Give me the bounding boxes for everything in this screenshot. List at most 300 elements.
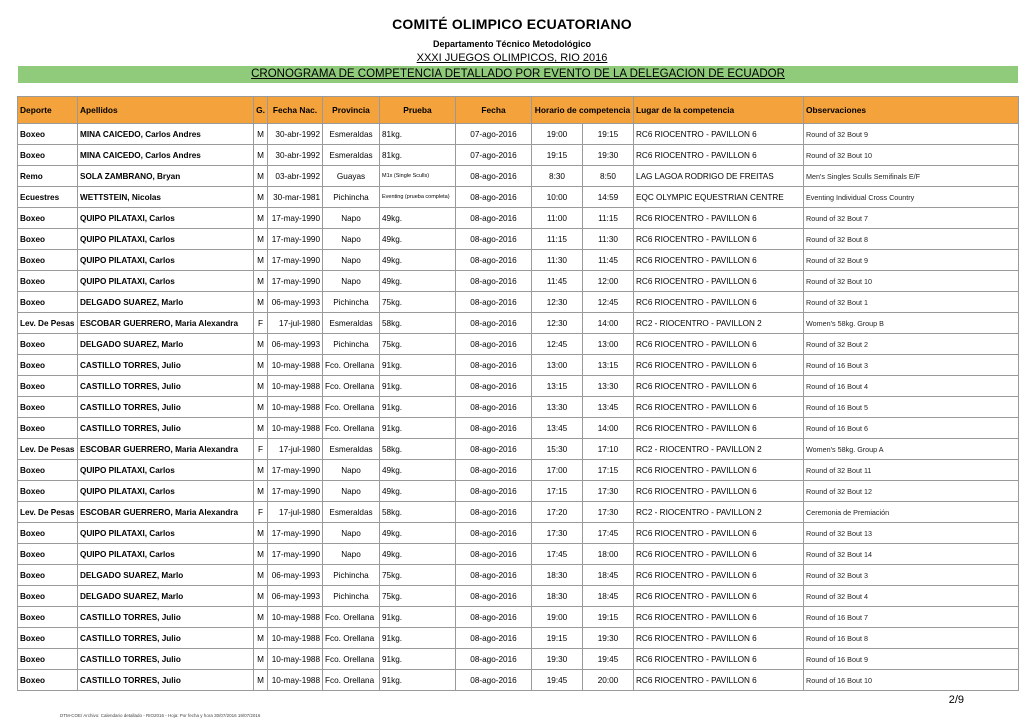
cell-deporte: Boxeo [18,355,78,376]
cell-deporte: Boxeo [18,145,78,166]
cell-prueba: 91kg. [380,418,456,439]
cell-observaciones: Men's Singles Sculls Semifinals E/F [804,166,1019,187]
cell-deporte: Ecuestres [18,187,78,208]
cell-lugar: RC6 RIOCENTRO - PAVILLON 6 [634,124,804,145]
cell-genero: M [254,208,268,229]
cell-apellidos: DELGADO SUAREZ, Marlo [78,565,254,586]
cell-apellidos: QUIPO PILATAXI, Carlos [78,460,254,481]
cell-lugar: RC6 RIOCENTRO - PAVILLON 6 [634,523,804,544]
cell-hora-inicio: 12:30 [532,313,583,334]
cell-apellidos: QUIPO PILATAXI, Carlos [78,208,254,229]
cell-hora-fin: 19:15 [583,124,634,145]
cell-deporte: Lev. De Pesas [18,502,78,523]
cell-apellidos: CASTILLO TORRES, Julio [78,628,254,649]
cell-genero: M [254,544,268,565]
cell-observaciones: Women's 58kg. Group B [804,313,1019,334]
cell-fecha: 08-ago-2016 [456,166,532,187]
cell-hora-fin: 13:30 [583,376,634,397]
cell-genero: M [254,166,268,187]
cell-fecha-nac: 17-jul-1980 [268,313,323,334]
cell-prueba: 75kg. [380,292,456,313]
table-row [18,292,1019,313]
cell-hora-fin: 19:15 [583,607,634,628]
cell-apellidos: WETTSTEIN, Nicolas [78,187,254,208]
cell-prueba: 91kg. [380,355,456,376]
cell-prueba: 49kg. [380,229,456,250]
cell-fecha: 08-ago-2016 [456,502,532,523]
cell-prueba: 49kg. [380,523,456,544]
cell-apellidos: QUIPO PILATAXI, Carlos [78,523,254,544]
cell-deporte: Boxeo [18,229,78,250]
cell-provincia: Fco. Orellana [323,607,380,628]
cell-hora-fin: 11:45 [583,250,634,271]
cell-fecha-nac: 17-may-1990 [268,523,323,544]
cell-prueba: 58kg. [380,313,456,334]
col-observaciones: Observaciones [804,97,1019,124]
col-genero: G. [254,97,268,124]
cell-deporte: Boxeo [18,649,78,670]
table-row [18,124,1019,145]
cell-provincia: Napo [323,523,380,544]
cell-lugar: RC6 RIOCENTRO - PAVILLON 6 [634,418,804,439]
cell-genero: M [254,481,268,502]
cell-fecha: 08-ago-2016 [456,355,532,376]
cell-observaciones: Women's 58kg. Group A [804,439,1019,460]
table-row [18,607,1019,628]
cell-deporte: Boxeo [18,208,78,229]
cell-fecha-nac: 06-may-1993 [268,586,323,607]
cell-apellidos: CASTILLO TORRES, Julio [78,649,254,670]
cell-apellidos: CASTILLO TORRES, Julio [78,355,254,376]
cell-lugar: RC6 RIOCENTRO - PAVILLON 6 [634,670,804,691]
cell-lugar: RC6 RIOCENTRO - PAVILLON 6 [634,544,804,565]
cell-hora-fin: 19:30 [583,628,634,649]
cell-prueba: 91kg. [380,628,456,649]
cell-provincia: Fco. Orellana [323,355,380,376]
cell-lugar: RC6 RIOCENTRO - PAVILLON 6 [634,355,804,376]
cell-hora-fin: 18:45 [583,565,634,586]
col-deporte: Deporte [18,97,78,124]
table-row [18,460,1019,481]
table-row [18,397,1019,418]
cell-fecha-nac: 17-may-1990 [268,250,323,271]
cell-hora-fin: 20:00 [583,670,634,691]
games-title: XXXI JUEGOS OLIMPICOS, RIO 2016 [416,52,608,64]
cell-hora-fin: 11:30 [583,229,634,250]
cell-genero: M [254,397,268,418]
cell-provincia: Fco. Orellana [323,670,380,691]
cell-provincia: Guayas [323,166,380,187]
cell-observaciones: Round of 32 Bout 3 [804,565,1019,586]
cell-observaciones: Round of 16 Bout 9 [804,649,1019,670]
cell-genero: M [254,586,268,607]
cell-prueba: 75kg. [380,586,456,607]
cell-fecha: 08-ago-2016 [456,670,532,691]
cell-deporte: Boxeo [18,523,78,544]
cell-provincia: Esmeraldas [323,439,380,460]
cell-fecha-nac: 10-may-1988 [268,355,323,376]
footer-note: DTM-COE/ Archivo: Calendario detallado - RIO2016 - Hoja: Por fecha y hora 30/07/2016 19/07/2016 [60,713,261,718]
cell-hora-fin: 17:30 [583,481,634,502]
cell-genero: M [254,649,268,670]
cell-genero: M [254,250,268,271]
cell-hora-inicio: 17:20 [532,502,583,523]
schedule-subtitle: CRONOGRAMA DE COMPETENCIA DETALLADO POR EVENTO DE LA DELEGACION DE ECUADOR [18,66,1018,83]
cell-fecha-nac: 30-abr-1992 [268,124,323,145]
cell-apellidos: CASTILLO TORRES, Julio [78,397,254,418]
org-title: COMITÉ OLIMPICO ECUATORIANO [392,16,632,32]
cell-observaciones: Round of 16 Bout 7 [804,607,1019,628]
cell-lugar: RC6 RIOCENTRO - PAVILLON 6 [634,481,804,502]
cell-genero: M [254,418,268,439]
cell-fecha: 08-ago-2016 [456,271,532,292]
cell-hora-inicio: 17:30 [532,523,583,544]
cell-observaciones: Round of 32 Bout 7 [804,208,1019,229]
table-row [18,523,1019,544]
cell-observaciones: Round of 32 Bout 2 [804,334,1019,355]
cell-prueba: 91kg. [380,670,456,691]
cell-hora-inicio: 10:00 [532,187,583,208]
cell-lugar: RC6 RIOCENTRO - PAVILLON 6 [634,229,804,250]
table-header-row [18,97,1019,124]
cell-fecha-nac: 17-may-1990 [268,208,323,229]
cell-prueba: 49kg. [380,208,456,229]
cell-genero: F [254,313,268,334]
cell-deporte: Boxeo [18,397,78,418]
col-lugar: Lugar de la competencia [634,97,804,124]
cell-deporte: Boxeo [18,292,78,313]
cell-hora-fin: 17:45 [583,523,634,544]
cell-hora-inicio: 11:30 [532,250,583,271]
cell-provincia: Fco. Orellana [323,649,380,670]
cell-fecha: 08-ago-2016 [456,523,532,544]
cell-provincia: Esmeraldas [323,313,380,334]
cell-lugar: RC6 RIOCENTRO - PAVILLON 6 [634,586,804,607]
cell-deporte: Boxeo [18,334,78,355]
dept-title: Departamento Técnico Metodológico [432,39,591,49]
cell-provincia: Esmeraldas [323,124,380,145]
cell-genero: M [254,124,268,145]
cell-fecha: 08-ago-2016 [456,649,532,670]
table-row [18,250,1019,271]
cell-prueba: 49kg. [380,481,456,502]
cell-fecha: 08-ago-2016 [456,607,532,628]
table-row [18,586,1019,607]
cell-prueba: 81kg. [380,145,456,166]
col-provincia: Provincia [323,97,380,124]
cell-fecha-nac: 17-may-1990 [268,229,323,250]
cell-deporte: Boxeo [18,628,78,649]
cell-apellidos: DELGADO SUAREZ, Marlo [78,292,254,313]
cell-deporte: Boxeo [18,271,78,292]
table-row [18,439,1019,460]
cell-fecha: 08-ago-2016 [456,208,532,229]
cell-prueba: 75kg. [380,334,456,355]
cell-genero: M [254,187,268,208]
cell-prueba: 91kg. [380,607,456,628]
cell-fecha-nac: 06-may-1993 [268,565,323,586]
cell-fecha: 08-ago-2016 [456,460,532,481]
cell-apellidos: QUIPO PILATAXI, Carlos [78,481,254,502]
cell-apellidos: QUIPO PILATAXI, Carlos [78,229,254,250]
cell-fecha-nac: 06-may-1993 [268,292,323,313]
cell-genero: M [254,523,268,544]
cell-apellidos: CASTILLO TORRES, Julio [78,670,254,691]
cell-hora-fin: 18:45 [583,586,634,607]
cell-hora-inicio: 15:30 [532,439,583,460]
cell-deporte: Boxeo [18,565,78,586]
cell-genero: M [254,271,268,292]
cell-fecha-nac: 30-abr-1992 [268,145,323,166]
cell-provincia: Esmeraldas [323,502,380,523]
cell-lugar: RC6 RIOCENTRO - PAVILLON 6 [634,565,804,586]
cell-deporte: Remo [18,166,78,187]
table-row [18,628,1019,649]
cell-hora-inicio: 13:30 [532,397,583,418]
cell-lugar: RC6 RIOCENTRO - PAVILLON 6 [634,376,804,397]
cell-fecha-nac: 06-may-1993 [268,334,323,355]
cell-hora-inicio: 19:00 [532,124,583,145]
cell-apellidos: CASTILLO TORRES, Julio [78,376,254,397]
cell-observaciones: Round of 32 Bout 8 [804,229,1019,250]
cell-provincia: Pichincha [323,586,380,607]
cell-fecha: 08-ago-2016 [456,187,532,208]
cell-apellidos: CASTILLO TORRES, Julio [78,607,254,628]
cell-hora-inicio: 19:30 [532,649,583,670]
cell-deporte: Boxeo [18,460,78,481]
cell-fecha: 08-ago-2016 [456,418,532,439]
cell-hora-fin: 17:15 [583,460,634,481]
cell-hora-fin: 19:45 [583,649,634,670]
cell-hora-fin: 19:30 [583,145,634,166]
cell-apellidos: MINA CAICEDO, Carlos Andres [78,145,254,166]
cell-hora-inicio: 8:30 [532,166,583,187]
table-row [18,376,1019,397]
cell-hora-fin: 17:30 [583,502,634,523]
cell-observaciones: Round of 32 Bout 13 [804,523,1019,544]
table-row [18,145,1019,166]
cell-fecha: 08-ago-2016 [456,376,532,397]
cell-deporte: Boxeo [18,481,78,502]
cell-genero: M [254,334,268,355]
cell-apellidos: ESCOBAR GUERRERO, Maria Alexandra [78,502,254,523]
cell-observaciones: Round of 16 Bout 4 [804,376,1019,397]
cell-lugar: RC2 - RIOCENTRO - PAVILLON 2 [634,313,804,334]
cell-observaciones: Round of 16 Bout 3 [804,355,1019,376]
cell-lugar: RC6 RIOCENTRO - PAVILLON 6 [634,334,804,355]
cell-apellidos: DELGADO SUAREZ, Marlo [78,586,254,607]
col-prueba: Prueba [380,97,456,124]
cell-provincia: Napo [323,208,380,229]
cell-prueba: 91kg. [380,376,456,397]
cell-genero: M [254,292,268,313]
col-fecha-nac: Fecha Nac. [268,97,323,124]
col-apellidos: Apellidos [78,97,254,124]
cell-fecha-nac: 30-mar-1981 [268,187,323,208]
cell-observaciones: Round of 32 Bout 10 [804,271,1019,292]
cell-prueba: Eventing (prueba completa) [380,187,456,208]
table-row [18,565,1019,586]
cell-fecha-nac: 10-may-1988 [268,628,323,649]
cell-prueba: 81kg. [380,124,456,145]
table-body [18,124,1019,691]
cell-lugar: RC6 RIOCENTRO - PAVILLON 6 [634,628,804,649]
cell-hora-fin: 14:00 [583,418,634,439]
cell-apellidos: QUIPO PILATAXI, Carlos [78,250,254,271]
cell-hora-inicio: 19:45 [532,670,583,691]
table-row [18,502,1019,523]
table-row [18,355,1019,376]
table-row [18,313,1019,334]
table-row [18,166,1019,187]
cell-genero: M [254,565,268,586]
cell-deporte: Boxeo [18,418,78,439]
cell-lugar: RC6 RIOCENTRO - PAVILLON 6 [634,649,804,670]
cell-apellidos: SOLA ZAMBRANO, Bryan [78,166,254,187]
cell-deporte: Lev. De Pesas [18,439,78,460]
cell-provincia: Pichincha [323,187,380,208]
cell-provincia: Esmeraldas [323,145,380,166]
cell-hora-fin: 18:00 [583,544,634,565]
cell-fecha: 08-ago-2016 [456,397,532,418]
cell-observaciones: Eventing Individual Cross Country [804,187,1019,208]
cell-fecha: 08-ago-2016 [456,334,532,355]
table-row [18,271,1019,292]
cell-genero: F [254,439,268,460]
cell-genero: M [254,607,268,628]
cell-deporte: Boxeo [18,250,78,271]
table-row [18,649,1019,670]
cell-fecha-nac: 17-may-1990 [268,271,323,292]
cell-fecha-nac: 17-may-1990 [268,481,323,502]
cell-hora-inicio: 19:15 [532,145,583,166]
cell-observaciones: Round of 16 Bout 6 [804,418,1019,439]
cell-lugar: RC6 RIOCENTRO - PAVILLON 6 [634,292,804,313]
cell-fecha: 08-ago-2016 [456,313,532,334]
cell-deporte: Boxeo [18,376,78,397]
cell-deporte: Boxeo [18,544,78,565]
cell-fecha: 08-ago-2016 [456,544,532,565]
cell-fecha-nac: 17-may-1990 [268,544,323,565]
cell-hora-inicio: 12:45 [532,334,583,355]
cell-fecha: 08-ago-2016 [456,439,532,460]
cell-observaciones: Round of 32 Bout 12 [804,481,1019,502]
cell-hora-fin: 13:15 [583,355,634,376]
cell-fecha-nac: 10-may-1988 [268,649,323,670]
cell-hora-fin: 13:00 [583,334,634,355]
cell-lugar: RC6 RIOCENTRO - PAVILLON 6 [634,208,804,229]
cell-provincia: Fco. Orellana [323,628,380,649]
cell-genero: M [254,376,268,397]
cell-hora-inicio: 19:15 [532,628,583,649]
table-row [18,208,1019,229]
cell-lugar: RC6 RIOCENTRO - PAVILLON 6 [634,271,804,292]
cell-hora-inicio: 13:45 [532,418,583,439]
cell-observaciones: Round of 32 Bout 10 [804,145,1019,166]
cell-fecha: 07-ago-2016 [456,145,532,166]
cell-apellidos: QUIPO PILATAXI, Carlos [78,271,254,292]
table-row [18,229,1019,250]
cell-genero: M [254,460,268,481]
cell-hora-inicio: 12:30 [532,292,583,313]
cell-provincia: Napo [323,271,380,292]
cell-apellidos: ESCOBAR GUERRERO, Maria Alexandra [78,439,254,460]
cell-lugar: EQC OLYMPIC EQUESTRIAN CENTRE [634,187,804,208]
cell-hora-fin: 12:00 [583,271,634,292]
cell-prueba: 49kg. [380,271,456,292]
cell-hora-inicio: 11:15 [532,229,583,250]
cell-fecha-nac: 17-jul-1980 [268,439,323,460]
col-horario: Horario de competencia [532,97,634,124]
cell-apellidos: QUIPO PILATAXI, Carlos [78,544,254,565]
cell-hora-fin: 12:45 [583,292,634,313]
cell-observaciones: Round of 32 Bout 1 [804,292,1019,313]
cell-provincia: Pichincha [323,334,380,355]
schedule-table [17,96,1019,691]
table-row [18,544,1019,565]
cell-prueba: 91kg. [380,397,456,418]
cell-provincia: Napo [323,460,380,481]
cell-lugar: RC6 RIOCENTRO - PAVILLON 6 [634,460,804,481]
cell-genero: M [254,355,268,376]
cell-provincia: Napo [323,481,380,502]
cell-lugar: RC2 - RIOCENTRO - PAVILLON 2 [634,502,804,523]
cell-genero: M [254,670,268,691]
cell-prueba: 75kg. [380,565,456,586]
cell-hora-fin: 14:59 [583,187,634,208]
cell-deporte: Boxeo [18,670,78,691]
cell-provincia: Fco. Orellana [323,418,380,439]
cell-fecha: 07-ago-2016 [456,124,532,145]
cell-hora-inicio: 13:15 [532,376,583,397]
cell-genero: M [254,628,268,649]
cell-prueba: 91kg. [380,649,456,670]
cell-apellidos: CASTILLO TORRES, Julio [78,418,254,439]
cell-observaciones: Round of 32 Bout 4 [804,586,1019,607]
cell-provincia: Fco. Orellana [323,397,380,418]
cell-fecha-nac: 10-may-1988 [268,397,323,418]
cell-fecha: 08-ago-2016 [456,229,532,250]
cell-lugar: RC6 RIOCENTRO - PAVILLON 6 [634,250,804,271]
cell-provincia: Pichincha [323,565,380,586]
cell-hora-inicio: 17:45 [532,544,583,565]
cell-provincia: Fco. Orellana [323,376,380,397]
cell-prueba: 58kg. [380,502,456,523]
cell-hora-fin: 17:10 [583,439,634,460]
cell-apellidos: MINA CAICEDO, Carlos Andres [78,124,254,145]
cell-hora-fin: 11:15 [583,208,634,229]
cell-hora-inicio: 13:00 [532,355,583,376]
cell-fecha-nac: 10-may-1988 [268,670,323,691]
table-row [18,481,1019,502]
table-row [18,418,1019,439]
cell-hora-inicio: 18:30 [532,565,583,586]
cell-lugar: RC6 RIOCENTRO - PAVILLON 6 [634,145,804,166]
cell-lugar: RC2 - RIOCENTRO - PAVILLON 2 [634,439,804,460]
cell-hora-inicio: 11:45 [532,271,583,292]
page-number: 2/9 [948,694,964,706]
cell-fecha: 08-ago-2016 [456,586,532,607]
cell-fecha-nac: 10-may-1988 [268,418,323,439]
cell-genero: F [254,502,268,523]
table-row [18,334,1019,355]
cell-fecha-nac: 10-may-1988 [268,376,323,397]
cell-provincia: Pichincha [323,292,380,313]
cell-fecha-nac: 17-may-1990 [268,460,323,481]
cell-provincia: Napo [323,544,380,565]
cell-lugar: LAG LAGOA RODRIGO DE FREITAS [634,166,804,187]
cell-apellidos: ESCOBAR GUERRERO, Maria Alexandra [78,313,254,334]
